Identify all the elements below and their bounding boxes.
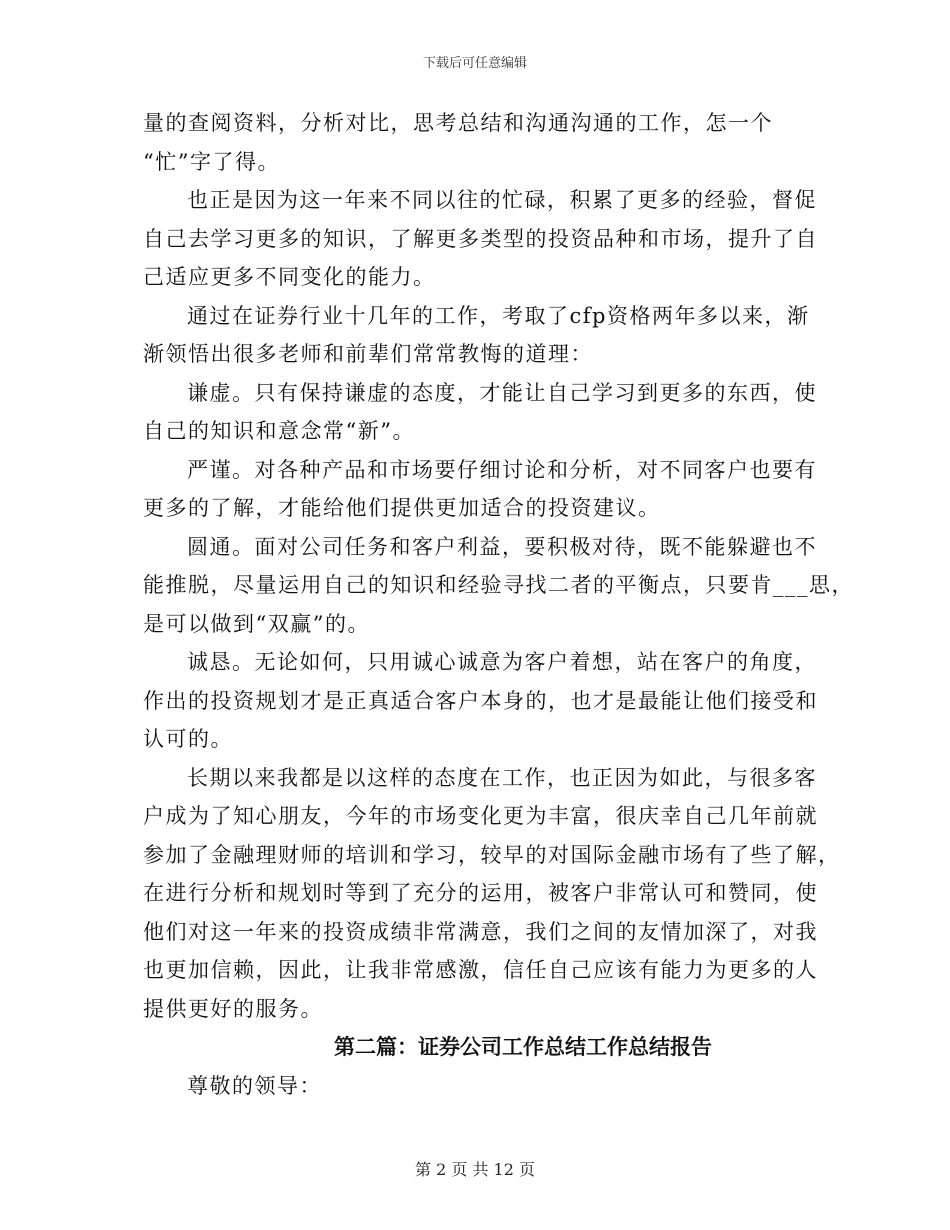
text-line: 是可以做到“双赢”的。 — [143, 611, 370, 636]
text-line: 作出的投资规划才是正真适合客户本身的，也才是最能让他们接受和 — [143, 688, 818, 713]
text-line: 提供更好的服务。 — [143, 996, 323, 1021]
text-line: 自己去学习更多的知识，了解更多类型的投资品种和市场，提升了自 — [143, 226, 818, 251]
text-line: 自己的知识和意念常“新”。 — [143, 419, 415, 443]
text-line: 户成为了知心朋友，今年的市场变化更为丰富，很庆幸自己几年前就 — [143, 804, 818, 828]
text-line: 长期以来我都是以这样的态度在工作，也正因为如此，与很多客 — [187, 765, 817, 790]
text-line: 量的查阅资料，分析对比，思考总结和沟通沟通的工作，怎一个 — [143, 111, 773, 135]
text-line: 参加了金融理财师的培训和学习，较早的对国际金融市场有了些了解， — [143, 842, 841, 867]
text-line: 己适应更多不同变化的能力。 — [143, 265, 436, 289]
text-line: 也更加信赖，因此，让我非常感激，信任自己应该有能力为更多的人 — [143, 958, 818, 982]
text-line: 他们对这一年来的投资成绩非常满意，我们之间的友情加深了，对我 — [143, 919, 818, 944]
text-line: 更多的了解，才能给他们提供更加适合的投资建议。 — [143, 496, 661, 520]
text-line: “忙”字了得。 — [143, 149, 280, 174]
text-line: 诚恳。无论如何，只用诚心诚意为客户着想，站在客户的角度， — [187, 650, 817, 674]
document-body — [143, 104, 854, 1105]
section-heading: 第二篇：证券公司工作总结工作总结报告 — [334, 1035, 712, 1059]
page-footer: 第 2 页 共 12 页 — [415, 1160, 535, 1179]
text-line: 认可的。 — [143, 727, 233, 751]
salutation: 尊敬的领导： — [187, 1073, 322, 1098]
text-line: 能推脱，尽量运用自己的知识和经验寻找二者的平衡点，只要肯___思， — [143, 573, 854, 597]
text-line: 也正是因为这一年来不同以往的忙碌，积累了更多的经验，督促 — [187, 188, 817, 212]
body-text — [143, 104, 854, 1028]
text-line: 圆通。面对公司任务和客户利益，要积极对待，既不能躲避也不 — [187, 534, 817, 559]
text-line: 在进行分析和规划时等到了充分的运用，被客户非常认可和赞同，使 — [143, 881, 818, 905]
text-line: 渐领悟出很多老师和前辈们常常教悔的道理： — [143, 342, 593, 366]
text-line: 通过在证券行业十几年的工作，考取了cfp资格两年多以来，渐 — [187, 303, 810, 328]
text-line: 谦虚。只有保持谦虚的态度，才能让自己学习到更多的东西，使 — [187, 380, 817, 405]
text-line: 严谨。对各种产品和市场要仔细讨论和分析，对不同客户也要有 — [187, 457, 817, 482]
page-header: 下载后可任意编辑 — [422, 56, 527, 71]
